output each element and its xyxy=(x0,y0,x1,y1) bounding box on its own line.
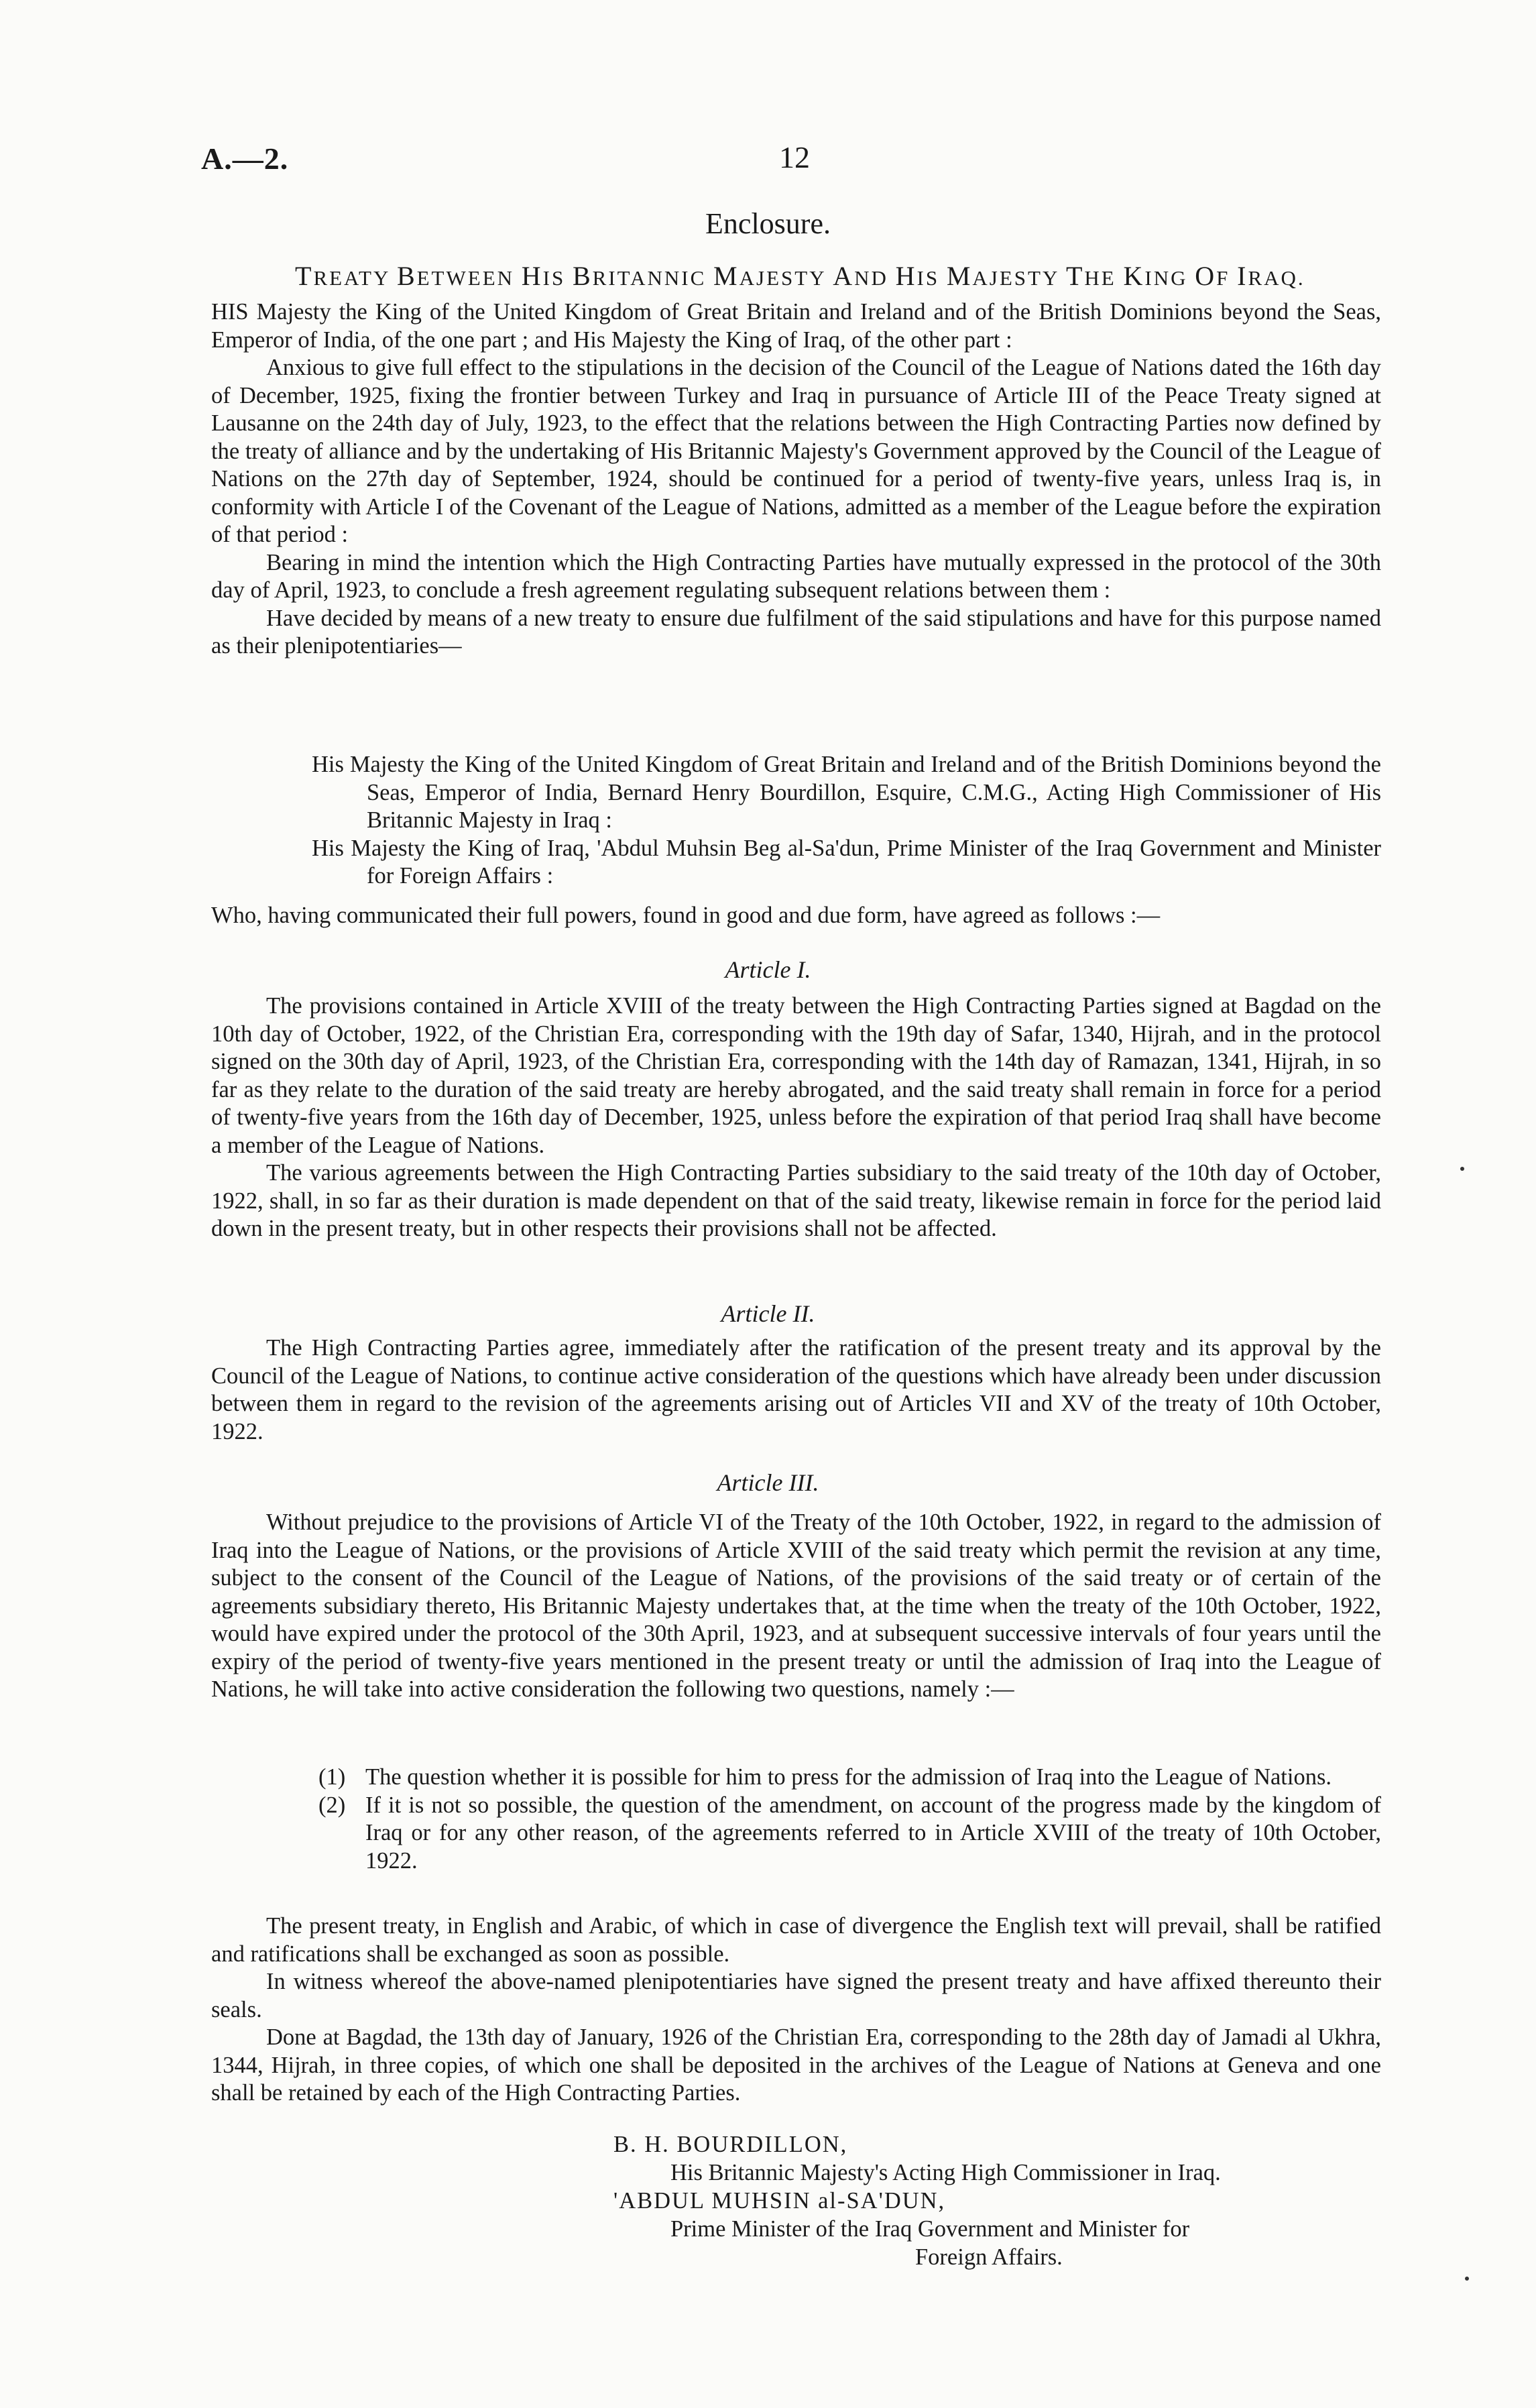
plenipotentiary-iraq: His Majesty the King of Iraq, 'Abdul Muhsin Beg al-Sa'dun, Prime Minister of the Iraq Government and Minister for Foreign Affairs : xyxy=(312,835,1381,888)
article-2-paragraph-1: The High Contracting Parties agree, immediately after the ratification of the present treaty and its approval by the Council of the League of Nations, to continue active consideration of the questions which have already been under discussion between them in regard to the revision of the agreements arising out of Articles VII and XV of the treaty of 10th October, 1922. xyxy=(211,1335,1381,1444)
question-text: If it is not so possible, the question of the amendment, on account of the progress made by the kingdom of Iraq or for any other reason, of the agreements referred to in Article XVIII of the treaty of 10th October, 1922. xyxy=(365,1792,1381,1874)
article-2-heading: Article II. xyxy=(721,1300,815,1327)
plenipotentiaries-list xyxy=(312,751,1381,891)
page-number: 12 xyxy=(779,140,810,174)
closing-clauses xyxy=(211,1912,1381,2108)
treaty-title: TREATY BETWEEN HIS BRITANNIC MAJESTY AND HIS MAJESTY THE KING OF IRAQ. xyxy=(295,261,1305,291)
article-3-paragraph-1: Without prejudice to the provisions of Article VI of the Treaty of the 10th October, 1922, in regard to the admission of Iraq into the League of Nations, or the provisions of Article XVIII of the said treaty which permit the revision at any time, subject to the consent of the Council of the League of Nations, of the provisions of the said treaty or of certain of the agreements subsidiary thereto, His Britannic Majesty undertakes that, at the time when the treaty of the 10th October, 1922, would have expired under the protocol of the 30th April, 1923, and at subsequent successive intervals of four years until the expiry of the period of twenty-five years mentioned in the present treaty or until the admission of Iraq into the League of Nations, he will take into active consideration the following two questions, namely :— xyxy=(211,1509,1381,1702)
signatory-2-title-continued: Foreign Affairs. xyxy=(915,2244,1063,2270)
signatory-2-title: Prime Minister of the Iraq Government and Minister for xyxy=(670,2216,1190,2242)
question-number: (1) xyxy=(318,1764,346,1790)
signatory-2-name: 'ABDUL MUHSIN al-SA'DUN, xyxy=(613,2188,946,2214)
scan-speck xyxy=(1465,2277,1469,2281)
document-reference: A.—2. xyxy=(201,141,289,176)
closing-done-at: Done at Bagdad, the 13th day of January, 1926 of the Christian Era, corresponding to the 28th day of Jamadi al Ukhra, 1344, Hijrah, in three copies, of which one shall be deposited in the archives of the League of Nations at Geneva and one shall be retained by each of the High Contracting Parties. xyxy=(211,2024,1381,2106)
enclosure-heading: Enclosure. xyxy=(705,207,831,240)
preamble-who: Who, having communicated their full powers, found in good and due form, have agreed as follows :— xyxy=(211,903,1161,928)
preamble-parties: HIS Majesty the King of the United Kingdom of Great Britain and Ireland and of the British Dominions beyond the Seas, Emperor of India, of the one part ; and His Majesty the King of Iraq, of the other part : xyxy=(211,299,1381,353)
article-2-body xyxy=(211,1334,1381,1446)
scan-speck xyxy=(1460,1167,1464,1171)
question-item xyxy=(318,1764,1381,1792)
question-number: (2) xyxy=(318,1792,346,1818)
signatory-1-name: B. H. BOURDILLON, xyxy=(613,2132,848,2157)
preamble-decided: Have decided by means of a new treaty to ensure due fulfilment of the said stipulations and have for this purpose named as their plenipotentiaries— xyxy=(211,605,1381,658)
plenipotentiary-uk: His Majesty the King of the United Kingdom of Great Britain and Ireland and of the British Dominions beyond the Seas, Emperor of India, Bernard Henry Bourdillon, Esquire, C.M.G., Acting High Commissioner of His Britannic Majesty in Iraq : xyxy=(312,752,1381,833)
preamble-anxious: Anxious to give full effect to the stipulations in the decision of the Council of the League of Nations dated the 16th day of December, 1925, fixing the frontier between Turkey and Iraq in pursuance of Article III of the Peace Treaty signed at Lausanne on the 24th day of July, 1923, to the effect that the relations between the High Contracting Parties now defined by the treaty of alliance and by the undertaking of His Britannic Majesty's Government approved by the Council of the League of Nations on the 27th day of September, 1924, should be continued for a period of twenty-five years, unless Iraq is, in conformity with Article I of the Covenant of the League of Nations, admitted as a member of the League before the expiration of that period : xyxy=(211,355,1381,547)
article-1-heading: Article I. xyxy=(725,956,811,983)
signatory-1-title: His Britannic Majesty's Acting High Commissioner in Iraq. xyxy=(670,2160,1221,2185)
closing-ratification: The present treaty, in English and Arabic, of which in case of divergence the English text will prevail, shall be ratified and ratifications shall be exchanged as soon as possible. xyxy=(211,1913,1381,1967)
question-item xyxy=(318,1792,1381,1876)
article-3-body xyxy=(211,1509,1381,1704)
question-text: The question whether it is possible for him to press for the admission of Iraq into the League of Nations. xyxy=(365,1764,1332,1790)
article-3-heading: Article III. xyxy=(717,1469,819,1496)
closing-witness: In witness whereof the above-named plenipotentiaries have signed the present treaty and have affixed thereunto their seals. xyxy=(211,1969,1381,2022)
preamble-bearing: Bearing in mind the intention which the High Contracting Parties have mutually expressed in the protocol of the 30th day of April, 1923, to conclude a fresh agreement regulating subsequent relations between them : xyxy=(211,549,1381,603)
article-1-body xyxy=(211,992,1381,1243)
preamble xyxy=(211,298,1381,661)
article-1-paragraph-1: The provisions contained in Article XVIII of the treaty between the High Contracting Parties signed at Bagdad on the 10th day of October, 1922, of the Christian Era, corresponding with the 19th day of Safar, 1340, Hijrah, and in the protocol signed on the 30th day of April, 1923, of the Christian Era, corresponding with the 14th day of Ramazan, 1341, Hijrah, in so far as they relate to the duration of the said treaty are hereby abrogated, and the said treaty shall remain in force for a period of twenty-five years from the 16th day of December, 1925, unless before the expiration of that period Iraq shall have become a member of the League of Nations. xyxy=(211,993,1381,1158)
article-1-paragraph-2: The various agreements between the High Contracting Parties subsidiary to the said treaty of the 10th day of October, 1922, shall, in so far as their duration is made dependent on that of the said treaty, likewise remain in force for the period laid down in the present treaty, but in other respects their provisions shall not be affected. xyxy=(211,1160,1381,1241)
article-3-questions xyxy=(318,1764,1381,1875)
